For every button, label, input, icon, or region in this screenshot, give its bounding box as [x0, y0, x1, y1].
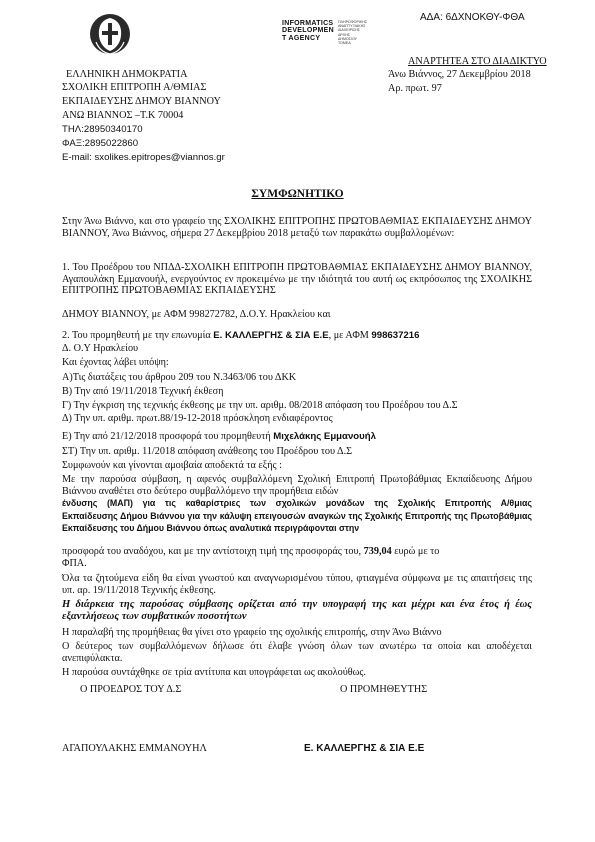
supplier-name: Ε. ΚΑΛΛΕΡΓΗΣ & ΣΙΑ Ε.Ε: [213, 330, 329, 341]
agency-logo-small: ΤΟΜΕΑ: [338, 41, 351, 46]
agency-logo-small: ΔΙΑΧΕΙΡΙΣΗΣ: [338, 28, 361, 33]
supplier-afm: 998637216: [371, 330, 420, 341]
document-date: Άνω Βιάννος, 27 Δεκεμβρίου 2018: [388, 69, 531, 80]
contract-price-suffix: ευρώ με το: [391, 546, 440, 557]
consideration-b: Β) Την από 19/11/2018 Τεχνική έκθεση: [62, 386, 224, 397]
agency-logo-line: INFORMATICS: [282, 20, 334, 27]
supplier-contact-name: Μιχελάκης Εμμανουήλ: [273, 431, 376, 442]
sender-phone: ΤΗΛ:28950340170: [62, 124, 143, 135]
party-two-mid: , με ΑΦΜ: [328, 330, 372, 341]
declaration-paragraph: Ο δεύτερος των συμβαλλόμενων δήλωσε ότι έλαβε γνώση όλων των ανωτέρω τα οποία και αποδέχεται ανεπιφύλακτα.: [62, 641, 532, 664]
considering-line: Και έχοντας λάβει υπόψη:: [62, 357, 169, 368]
contract-price-line: [62, 546, 532, 558]
posting-notice: ΑΝΑΡΤΗΤΕΑ ΣΤΟ ΔΙΑΔΙΚΤΥΟ: [408, 56, 547, 67]
sender-fax: ΦΑΞ:2895022860: [62, 138, 139, 149]
party-one-afm: ΔΗΜΟΥ ΒΙΑΝΝΟΥ, με ΑΦΜ 998272782, Δ.Ο.Υ. Ηρακλείου και: [62, 309, 331, 320]
sender-line: ΣΧΟΛΙΚΗ ΕΠΙΤΡΟΠΗ Α/ΘΜΙΑΣ: [62, 82, 207, 93]
contract-paragraph-b: ένδυσης (ΜΑΠ) για τις καθαρίστριες των σχολικών μονάδων της Σχολικής Επιτροπής Α/θμιας: [62, 498, 532, 508]
copies-line: Η παρούσα συντάχθηκε σε τρία αντίτυπα και υπογράφεται ως ακολούθως.: [62, 667, 366, 678]
ada-code: ΑΔΑ: 6ΔΧΝΟΚΘΥ-ΦΘΑ: [420, 12, 525, 23]
consideration-st: ΣΤ) Την υπ. αριθμ. 11/2018 απόφαση ανάθεσης του Προέδρου του Δ.Σ: [62, 446, 353, 457]
consideration-a: Α)Τις διατάξεις του άρθρου 209 του Ν.3463/06 του ΔΚΚ: [62, 372, 297, 383]
signature-role-left: Ο ΠΡΟΕΔΡΟΣ ΤΟΥ Δ.Σ: [80, 684, 182, 695]
intro-paragraph: Στην Άνω Βιάννο, και στο γραφείο της ΣΧΟΛΙΚΗΣ ΕΠΙΤΡΟΠΗΣ ΠΡΩΤΟΒΑΘΜΙΑΣ ΕΚΠΑΙΔΕΥΣΗΣ ΔΗΜΟΥ ΒΙΑΝΝΟΥ, Άνω Βιάννος, σήμερα 27 Δεκεμβρίου 2018 μεταξύ των παρακάτω συμβαλλομένων:: [62, 216, 532, 239]
supplier-tax-office: Δ. Ο.Υ Ηρακλείου: [62, 343, 139, 354]
consideration-c: Γ) Την έγκριση της τεχνικής έκθεσης με την υπ. αριθμ. 08/2018 απόφαση του Προέδρου του Δ.Σ: [62, 400, 458, 411]
protocol-number: Αρ. πρωτ. 97: [388, 83, 442, 94]
signature-name-right: Ε. ΚΑΛΛΕΡΓΗΣ & ΣΙΑ Ε.Ε: [304, 743, 425, 754]
signature-name-left: ΑΓΑΠΟΥΛΑΚΗΣ ΕΜΜΑΝΟΥΗΛ: [62, 743, 207, 754]
greek-republic-emblem-icon: [88, 12, 132, 56]
agency-logo-line: DEVELOPMEN: [282, 27, 335, 35]
document-title: ΣΥΜΦΩΝΗΤΙΚΟ: [251, 188, 344, 200]
consideration-d: Δ) Την υπ. αριθμ. πρωτ.88/19-12-2018 πρόσκληση ενδιαφέροντος: [62, 413, 333, 424]
agreement-line: Συμφωνούν και γίνονται αμοιβαία αποδεκτά τα εξής :: [62, 460, 282, 471]
contract-paragraph-c-text: Εκπαίδευσης Δήμου Βιάννου για την κάλυψη επειγουσών αναγκών της Σχολικής Επιτροπής της Πρωτοβάθμιας Εκπαίδευσης του Δήμου Βιάννου όπως αναλυτικά περιγράφονται στην: [62, 511, 532, 533]
contract-paragraph-a: Με την παρούσα σύμβαση, η αφενός συμβαλλόμενη Σχολική Επιτροπή Πρωτοβάθμιας Εκπαίδευσης Δήμου Βιάννου αναθέτει στο δεύτερο συμβαλλόμενο την προμήθεια ειδών: [62, 474, 532, 497]
sender-line: ΑΝΩ ΒΙΑΝΝΟΣ –Τ.Κ 70004: [62, 110, 184, 121]
consideration-e: [62, 431, 532, 443]
party-two-line: [62, 330, 532, 342]
contract-price-prefix: προσφορά του αναδόχου, και με την αντίστοιχη τιμή της προσφοράς του,: [62, 546, 364, 557]
duration-paragraph: Η διάρκεια της παρούσας σύμβασης ορίζεται από την υπογραφή της και μέχρι και ένα έτος ή έως εξαντλήσεως των συμβατικών ποσοτήτων: [62, 599, 532, 622]
delivery-line: Η παραλαβή της προμήθειας θα γίνει στο γραφείο της σχολικής επιτροπής, στην Άνω Βιάννο: [62, 627, 442, 638]
signature-role-right: Ο ΠΡΟΜΗΘΕΥΤΗΣ: [340, 684, 428, 695]
contract-paragraph-c: [62, 511, 532, 534]
sender-email: E-mail: sxolikes.epitropes@viannos.gr: [62, 152, 225, 163]
contract-amount: 739,04: [363, 546, 392, 557]
agency-logo-line: T AGENCY: [282, 34, 321, 42]
agency-logo-small: ΠΛΗΡΟΦΟΡΙΚΗΣ: [338, 20, 368, 24]
agency-logo-small: ΑΝΑΠΤΥΞΙΑΚΗΣ: [338, 24, 366, 29]
sender-line: ΕΛΛΗΝΙΚΗ ΔΗΜΟΚΡΑΤΙΑ: [66, 69, 188, 80]
agency-logo-small: ΑΡΧΗΣ: [338, 32, 351, 37]
agency-logo-small: ΔΗΜΟΣΙΟΥ: [338, 36, 358, 41]
known-items-paragraph: Όλα τα ζητούμενα είδη θα είναι γνωστού και αναγνωρισμένου τύπου, φτιαγμένα σύμφωνα με τις απαιτήσεις της υπ. αρ. 19/11/2018 Τεχνικής έκθεσης.: [62, 573, 532, 596]
sender-line: ΕΚΠΑΙΔΕΥΣΗΣ ΔΗΜΟΥ ΒΙΑΝΝΟΥ: [62, 96, 221, 107]
consideration-e-prefix: Ε) Την από 21/12/2018 προσφορά του προμηθευτή: [62, 431, 274, 442]
party-two-prefix: 2. Του προμηθευτή με την επωνυμία: [62, 330, 214, 341]
party-one-paragraph: 1. Του Προέδρου του ΝΠΔΔ-ΣΧΟΛΙΚΗ ΕΠΙΤΡΟΠΗ ΠΡΩΤΟΒΑΘΜΙΑΣ ΕΚΠΑΙΔΕΥΣΗΣ ΔΗΜΟΥ ΒΙΑΝΝΟΥ, Αγαπουλάκη Εμμανουήλ, ενεργούντος εν προκειμένω με την ιδιότητά του αυτή ως εκπρόσωπος της ΣΧΟΛΙΚΗΣ ΕΠΙΤΡΟΠΗΣ ΠΡΩΤΟΒΑΘΜΙΑΣ ΕΚΠΑΙΔΕΥΣΗΣ: [62, 262, 532, 297]
contract-vat: ΦΠΑ.: [62, 558, 87, 569]
